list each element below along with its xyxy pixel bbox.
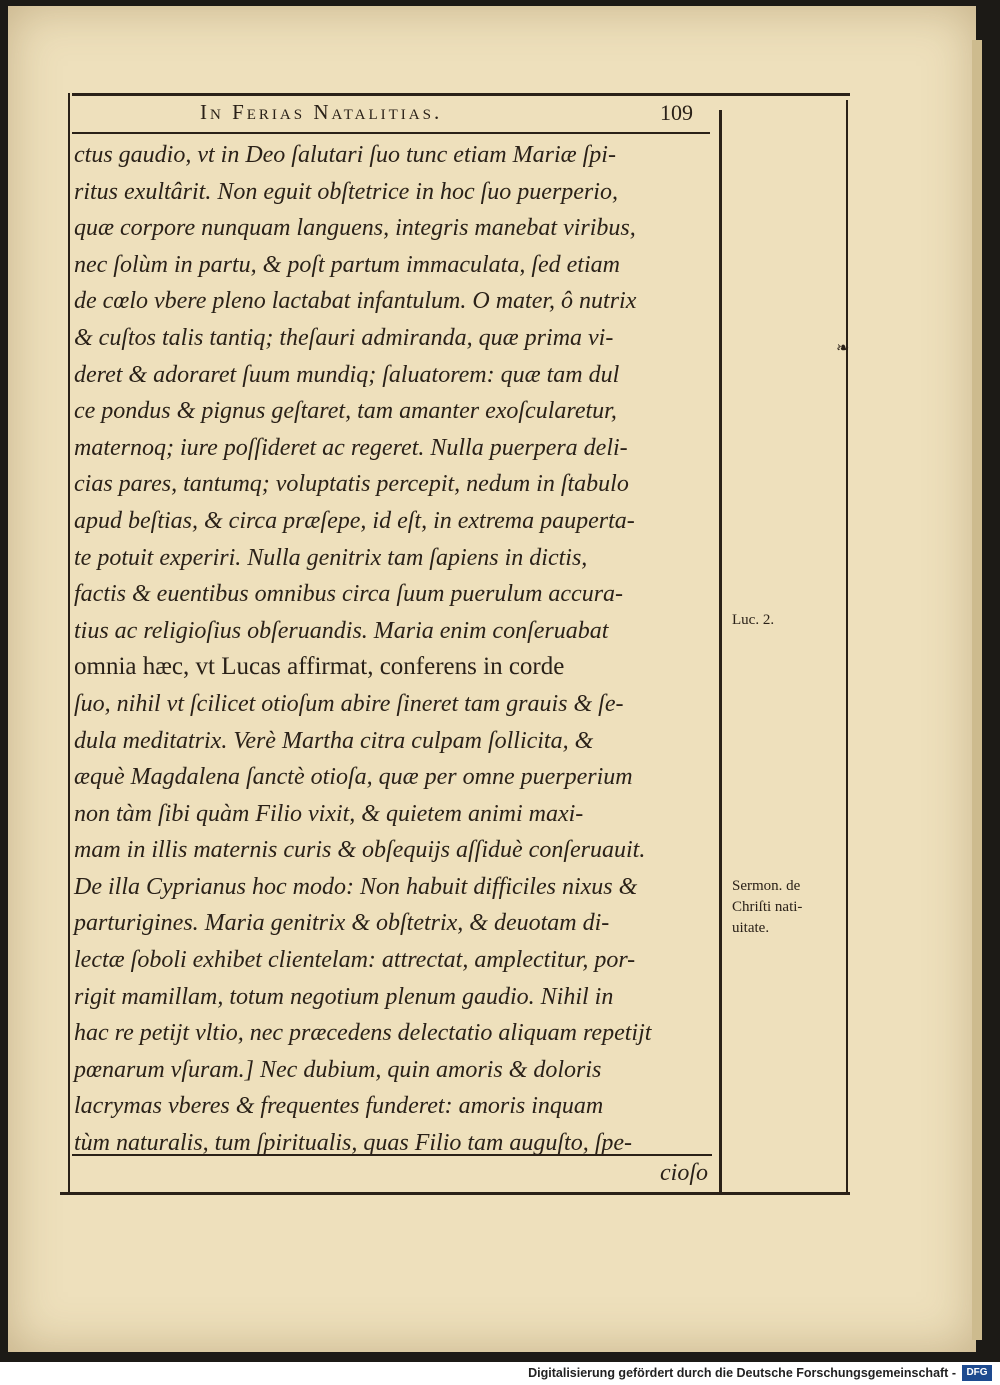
header-underline — [72, 132, 710, 134]
text-line: lacrymas vberes & frequentes funderet: amoris inquam — [74, 1093, 604, 1120]
text-line: factis & euentibus omnibus circa ſuum puerulum accura- — [74, 581, 624, 608]
page-number: 109 — [660, 100, 693, 125]
text-line: & cuſtos talis tantiq; theſauri admiranda, quæ prima vi- — [74, 324, 614, 351]
text-line: quæ corpore nunquam languens, integris manebat viribus, — [74, 215, 636, 242]
text-line: hac re petijt vltio, nec præcedens delectatio aliquam repetijt — [74, 1020, 652, 1047]
text-line: æquè Magdalena ſanctè otioſa, quæ per omne puerperium — [74, 764, 633, 791]
text-line: ſuo, nihil vt ſcilicet otioſum abire ſineret tam grauis & ſe- — [74, 690, 624, 717]
funding-credit: Digitalisierung gefördert durch die Deutsche Forschungsgemeinschaft - — [528, 1366, 956, 1380]
text-column-rule — [719, 110, 722, 1195]
dfg-logo-icon: DFG — [962, 1365, 992, 1381]
text-line: non tàm ſibi quàm Filio vixit, & quietem animi maxi- — [74, 800, 584, 827]
page-edge — [972, 40, 982, 1340]
text-line: apud beſtias, & circa præſepe, id eſt, in extrema pauperta- — [74, 507, 635, 534]
text-line: ce pondus & pignus geſtaret, tam amanter exoſcularetur, — [74, 398, 617, 425]
text-line: pœnarum vſuram.] Nec dubium, quin amoris & doloris — [74, 1056, 602, 1083]
text-line: rigit mamillam, totum negotium plenum gaudio. Nihil in — [74, 983, 614, 1010]
text-line: ritus exultârit. Non eguit obſtetrice in hoc ſuo puerperio, — [74, 178, 618, 205]
margin-note-sermon: Sermon. de Chriſti nati- uitate. — [732, 878, 803, 936]
ornament-icon: ❧ — [836, 340, 850, 357]
main-text-block — [74, 137, 714, 1162]
text-line: lectæ ſoboli exhibet clientelam: attrectat, amplectitur, por- — [74, 947, 636, 974]
text-line: omnia hæc, vt Lucas affirmat, conferens in corde — [74, 653, 565, 681]
text-line: parturigines. Maria genitrix & obſtetrix, & deuotam di- — [74, 910, 610, 937]
text-line: maternoq; iure poſſideret ac regeret. Nulla puerpera deli- — [74, 434, 628, 461]
text-line: nec ſolùm in partu, & poſt partum immaculata, ſed etiam — [74, 251, 620, 278]
text-line: te potuit experiri. Nulla genitrix tam ſapiens in dictis, — [74, 544, 588, 571]
text-line: deret & adoraret ſuum mundiq; ſaluatorem: quæ tam dul — [74, 361, 620, 388]
text-line: dula meditatrix. Verè Martha citra culpam ſollicita, & — [74, 727, 594, 754]
top-rule — [72, 93, 850, 96]
text-line: tius ac religioſius obſeruandis. Maria enim conſeruabat — [74, 617, 609, 644]
bottom-frame-rule — [60, 1192, 850, 1195]
right-frame-rule — [846, 100, 848, 1195]
text-line: ctus gaudio, vt in Deo ſalutari ſuo tunc etiam Mariæ ſpi- — [74, 142, 616, 168]
text-line: tùm naturalis, tum ſpiritualis, quas Filio tam auguſto, ſpe- — [74, 1130, 633, 1157]
running-head: In Ferias Natalitias. — [200, 100, 443, 124]
text-line: cias pares, tantumq; voluptatis percepit, nedum in ſtabulo — [74, 471, 629, 498]
text-line: De illa Cyprianus hoc modo: Non habuit difficiles nixus & — [74, 873, 638, 900]
text-line: mam in illis maternis curis & obſequijs aſſiduè conſeruauit. — [74, 837, 646, 864]
text-line: de cœlo vbere pleno lactabat infantulum. O mater, ô nutrix — [74, 288, 637, 315]
margin-note-luke: Luc. 2. — [732, 612, 775, 628]
left-frame-rule — [68, 93, 70, 1193]
catchword: cioſo — [660, 1160, 708, 1186]
